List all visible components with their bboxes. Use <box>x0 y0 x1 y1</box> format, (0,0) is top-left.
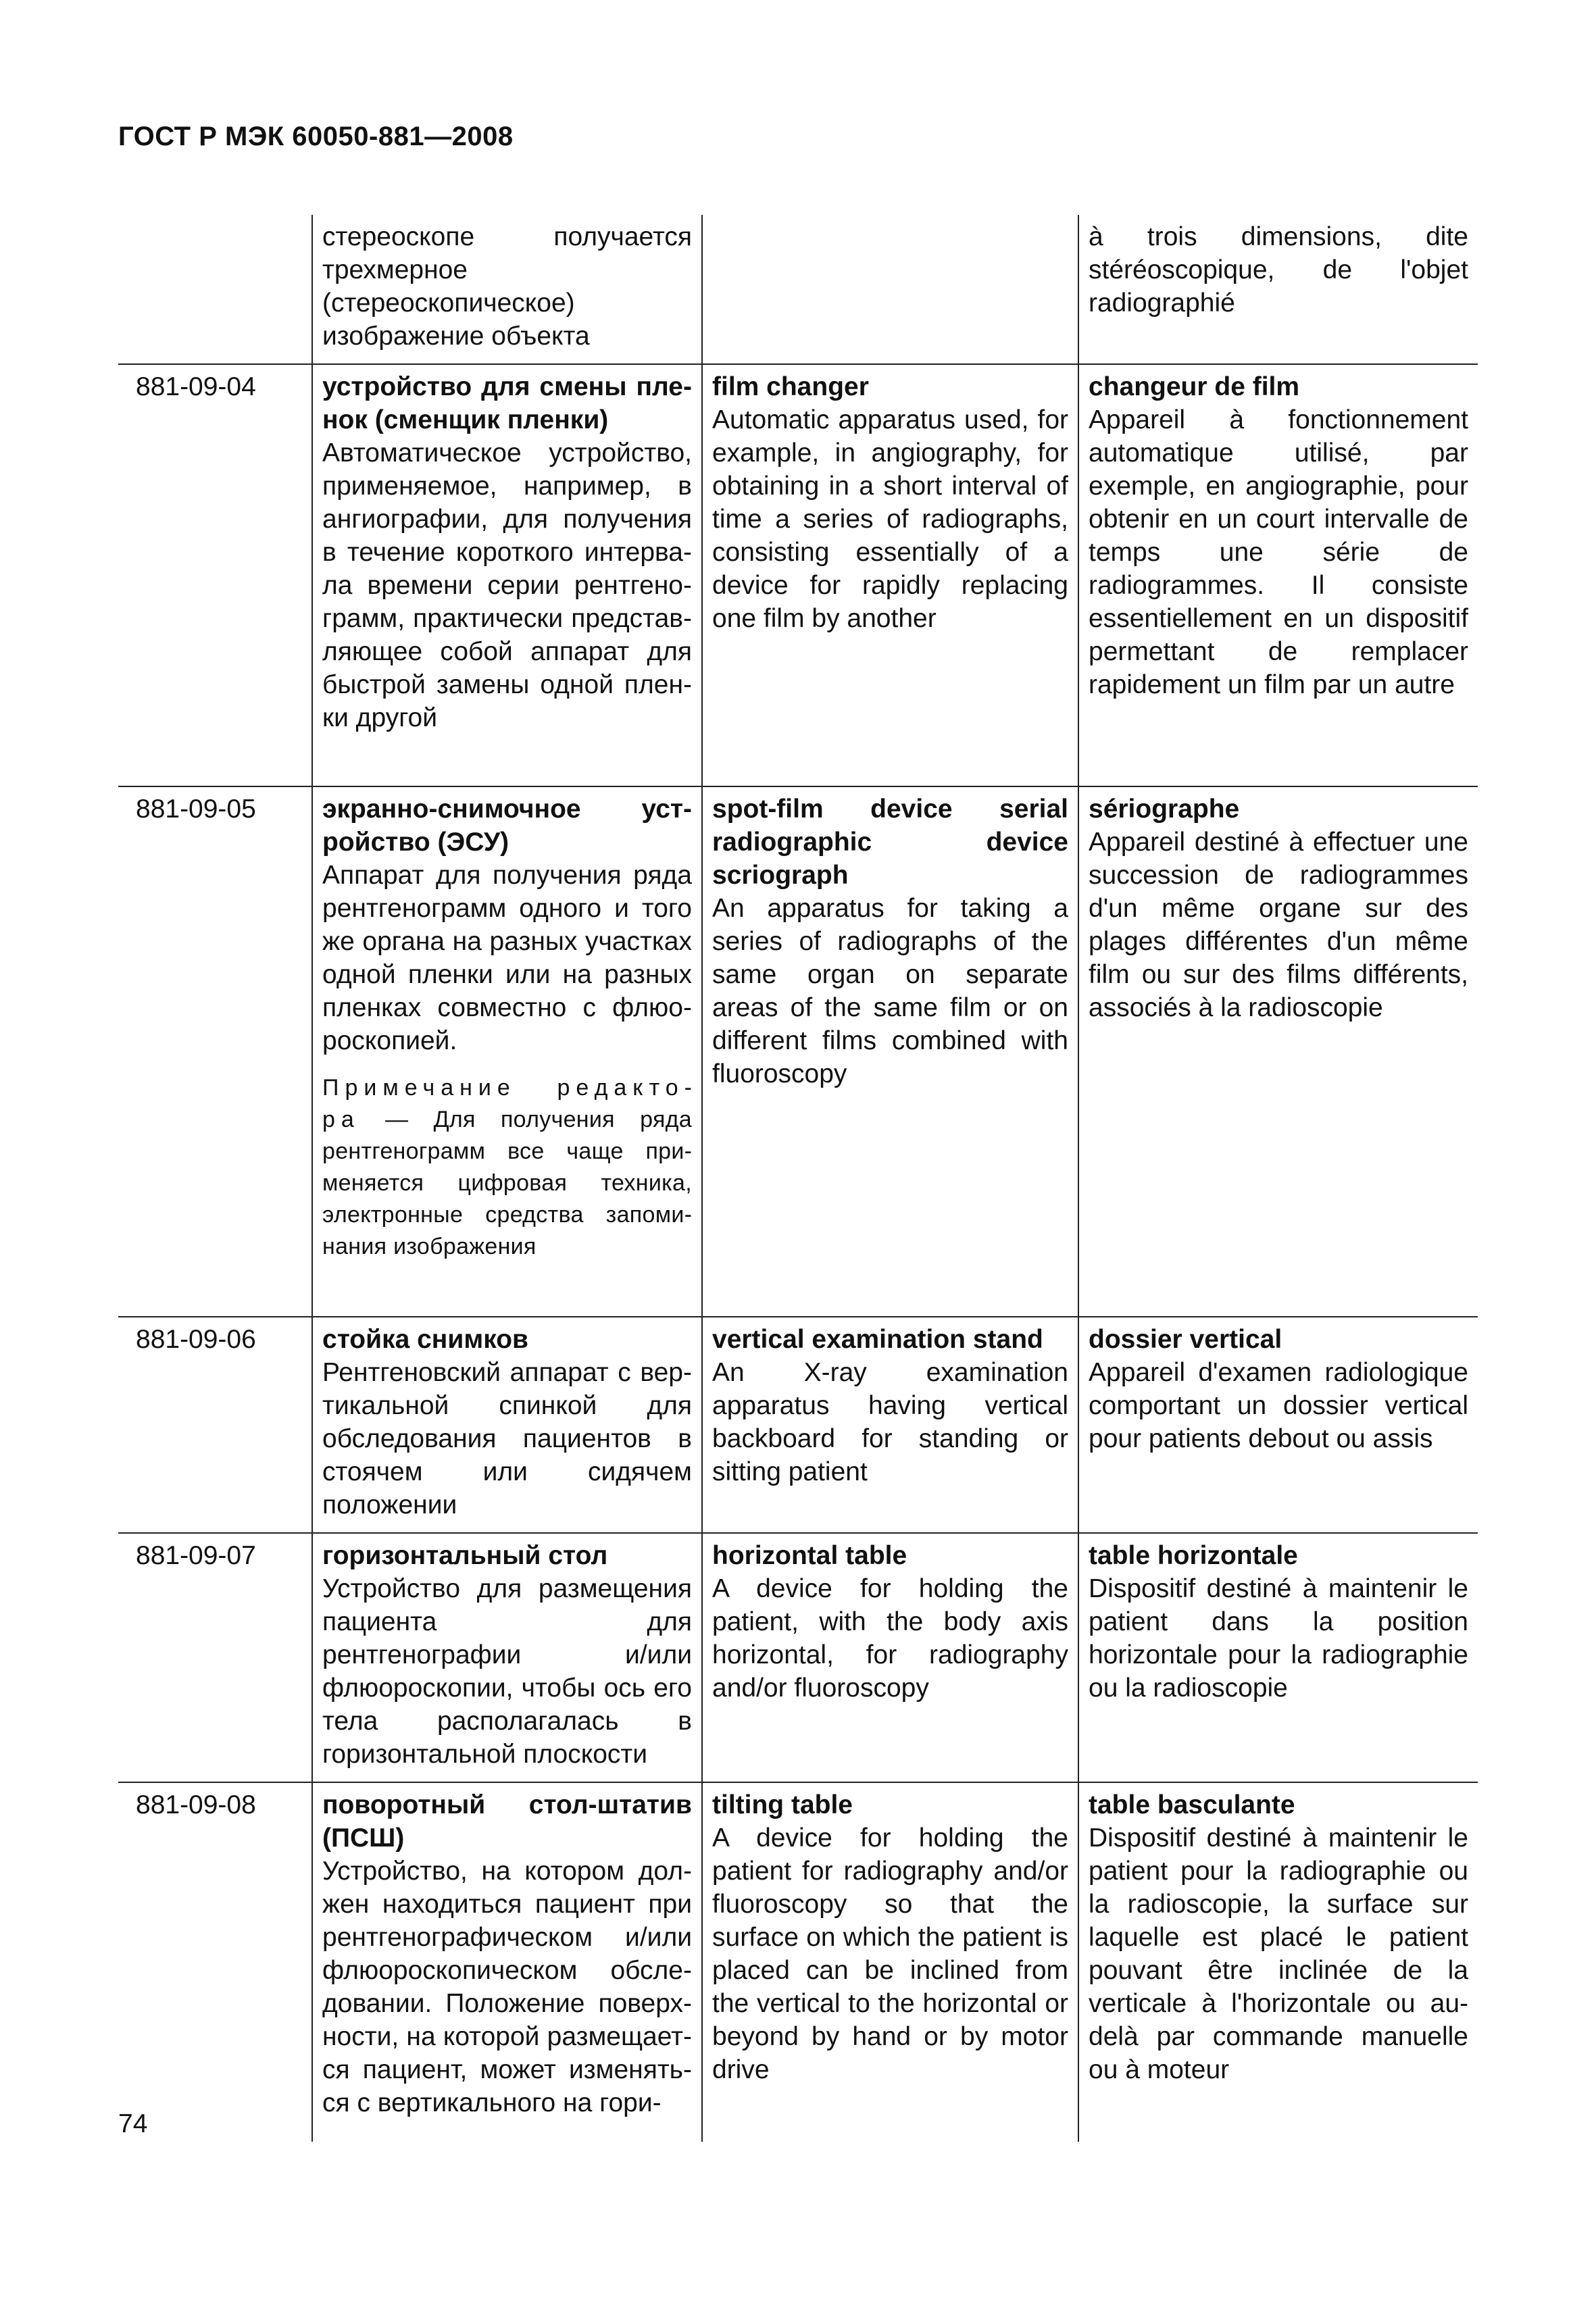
russian-definition: Устройство для размещения пациента для рентгенографии и/или флюороскопии, чтобы ось его тела располагалась в горизонтальной плоскости <box>322 1574 692 1769</box>
russian-cell <box>312 1782 702 2142</box>
term-number: 881-09-08 <box>118 1782 312 2142</box>
russian-definition: стереоскопе получается трехмерное (стереоскопическое) изображение объекта <box>322 222 692 351</box>
english-term: tilting table <box>712 1790 853 1819</box>
term-number: 881-09-06 <box>118 1317 312 1533</box>
page-number: 74 <box>118 2109 148 2138</box>
english-definition: An X-ray examination apparatus having vertical backboard for standing or sitting patient <box>712 1358 1068 1486</box>
term-number: 881-09-05 <box>118 786 312 1317</box>
french-definition: Appareil à fonctionnement automatique utilisé, par exemple, en angiographie, pour obtenir en un court intervalle de temps une série de radiogrammes. Il consiste essentiellement en un dispositif permettant de remplacer rapidement un film par un autre <box>1089 405 1468 699</box>
english-definition: An apparatus for taking a series of radiographs of the same organ on separate areas of the same film or on different films combined with fluoroscopy <box>712 894 1068 1088</box>
russian-term: экранно-снимочное устройство (ЭСУ) <box>322 795 692 857</box>
table-row <box>118 786 1478 1317</box>
french-definition: Appareil destiné à effectuer une succession de radiogrammes d'un même organe sur des plages différentes d'un même film ou sur des films différents, associés à la radioscopie <box>1089 828 1468 1022</box>
english-cell <box>702 1782 1078 2142</box>
terms-table <box>118 215 1478 2142</box>
english-cell <box>702 364 1078 786</box>
russian-definition: Аппарат для получения ряда рентгенограмм одного и того же органа на разных участках одной пленки или на разных пленках совместно с флюороскопией. <box>322 861 692 1055</box>
table-row <box>118 1782 1478 2142</box>
russian-definition: Автоматическое устройство, применяемое, например, в ангиографии, для получения в течение короткого интервала времени серии рентгенограмм, практически представляющее собой аппарат для быстрой замены одной пленки другой <box>322 438 692 732</box>
russian-term: устройство для смены пленок (сменщик пленки) <box>322 372 692 434</box>
english-cell <box>702 215 1078 364</box>
term-number: 881-09-07 <box>118 1533 312 1782</box>
french-cell <box>1078 1317 1478 1533</box>
french-definition: Dispositif destiné à maintenir le patient dans la position horizontale pour la radiographie ou la radioscopie <box>1089 1574 1468 1703</box>
russian-term: стойка снимков <box>322 1325 528 1354</box>
english-definition: A device for holding the patient for radiography and/or fluoroscopy so that the surface on which the patient is placed can be inclined from the vertical to the horizontal or beyond by hand or by motor drive <box>712 1823 1068 2084</box>
english-cell <box>702 786 1078 1317</box>
english-term: vertical examination stand <box>712 1325 1043 1354</box>
editor-note-label: Примечание редактора <box>322 1075 692 1132</box>
english-definition: Automatic apparatus used, for example, in angiography, for obtaining in a short interval of time a series of radiographs, consisting essentially of a device for rapidly replacing one film by another <box>712 405 1068 633</box>
russian-definition: Устройство, на котором должен находиться пациент при рентгенографическом и/или флюороскопическом обследовании. Положение поверхности, на которой размещается пациент, может изменяться с вертикального на гори- <box>322 1857 692 2117</box>
table-row <box>118 215 1478 364</box>
french-definition: à trois dimensions, dite stéréoscopique, de l'objet radiographié <box>1089 222 1468 318</box>
french-term: table basculante <box>1089 1790 1295 1819</box>
russian-definition: Рентгеновский аппарат с вертикальной спинкой для обследования пациентов в стоячем или сидячем положении <box>322 1358 692 1519</box>
french-cell <box>1078 1782 1478 2142</box>
russian-term: горизонтальный стол <box>322 1541 608 1570</box>
english-cell <box>702 1533 1078 1782</box>
russian-cell <box>312 786 702 1317</box>
french-term: dossier vertical <box>1089 1325 1282 1354</box>
term-number <box>118 215 312 364</box>
table-row <box>118 1317 1478 1533</box>
russian-cell <box>312 364 702 786</box>
french-cell <box>1078 364 1478 786</box>
english-definition: A device for holding the patient, with the body axis horizontal, for radiography and/or fluoroscopy <box>712 1574 1068 1703</box>
editor-note <box>322 1072 692 1263</box>
french-term: sériographe <box>1089 795 1240 824</box>
table-row <box>118 364 1478 786</box>
english-cell <box>702 1317 1078 1533</box>
table-row <box>118 1533 1478 1782</box>
english-term: spot-film device serial radiographic device scriograph <box>712 795 1068 890</box>
french-cell <box>1078 786 1478 1317</box>
french-cell <box>1078 215 1478 364</box>
french-term: changeur de film <box>1089 372 1300 401</box>
russian-term: поворотный стол-штатив (ПСШ) <box>322 1790 692 1853</box>
russian-cell <box>312 1533 702 1782</box>
french-term: table horizontale <box>1089 1541 1298 1570</box>
term-number: 881-09-04 <box>118 364 312 786</box>
russian-cell <box>312 1317 702 1533</box>
french-definition: Appareil d'examen radiologique comportant un dossier vertical pour patients debout ou assis <box>1089 1358 1468 1453</box>
english-term: horizontal table <box>712 1541 907 1570</box>
french-cell <box>1078 1533 1478 1782</box>
english-term: film changer <box>712 372 869 401</box>
document-header: ГОСТ Р МЭК 60050-881—2008 <box>118 122 514 151</box>
french-definition: Dispositif destiné à maintenir le patient pour la radiographie ou la radioscopie, la surface sur laquelle est placé le patient pouvant être inclinée de la verticale à l'horizontale ou au-delà par commande manuelle ou à moteur <box>1089 1823 1468 2084</box>
editor-note-text: — Для получения ряда рентгенограмм все чаще применяется цифровая техника, электронные средства запоминания изображения <box>322 1107 692 1259</box>
russian-cell <box>312 215 702 364</box>
